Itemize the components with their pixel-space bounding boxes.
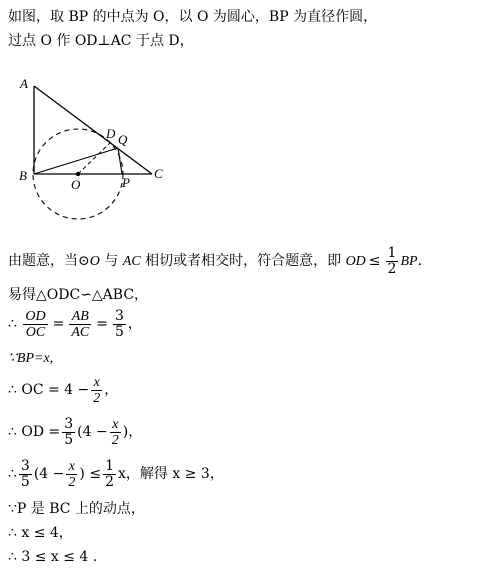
solution-line-10: ∴ 3 ≤ x ≤ 4 . [8, 549, 98, 565]
label-Q: Q [118, 132, 128, 147]
text: ∴ [8, 466, 17, 482]
solution-line-9: ∴ x ≤ 4， [8, 525, 73, 541]
text: AC [122, 254, 141, 269]
text: 由题意，当⊙ [8, 253, 90, 269]
text: ≤ [368, 253, 381, 269]
solution-line-8: ∵P 是 BC 上的动点， [8, 501, 145, 517]
fraction: $\frac{AB}{AC}$ [71, 308, 90, 340]
intro-line-1: 如图，取 BP 的中点为 O，以 O 为圆心，BP 为直径作圆， [8, 9, 378, 25]
text: ∴ OD = [8, 424, 61, 440]
solution-line-5 [8, 372, 118, 408]
label-O: O [71, 177, 81, 192]
text: ∴ OC = 4 − [8, 382, 90, 398]
text: 与 [99, 253, 123, 269]
fraction-half: $\frac{1}{2}$ [387, 244, 397, 277]
solution-line-7 [8, 456, 224, 492]
solution-line-6 [8, 414, 142, 450]
label-C: C [154, 166, 163, 181]
solution-line-3: ∴ $\frac{OD}{OC}$ = $\frac{AB}{AC}$ = $\frac{3}{5}$ ， [8, 307, 142, 340]
text: 相切或者相交时，符合题意，即 [140, 253, 346, 269]
text: ， [127, 316, 142, 332]
text: (4 − [33, 466, 65, 482]
text: ， [104, 382, 119, 398]
fraction: $\frac{1}{2}$ [105, 457, 114, 490]
text: ． [417, 253, 432, 269]
fraction: $\frac{x}{2}$ [111, 416, 119, 448]
text: ∴ [8, 316, 17, 332]
solution-line-2: 易得△ODC∽△ABC， [8, 287, 149, 303]
solution-line-4: ∵BP=x, [8, 351, 54, 366]
fraction: $\frac{x}{2}$ [93, 374, 101, 406]
fraction: $\frac{x}{2}$ [68, 458, 76, 490]
label-A: A [20, 76, 28, 91]
text: OD [345, 254, 366, 269]
fraction: $\frac{3}{5}$ [64, 415, 74, 448]
fraction: $\frac{OD}{OC}$ [25, 308, 46, 340]
label-P: P [122, 175, 130, 190]
text: (4 − [77, 424, 108, 440]
text: ) ≤ [79, 466, 102, 482]
fraction: $\frac{3}{5}$ [114, 307, 124, 340]
geometry-figure [8, 70, 178, 230]
label-B: B [19, 168, 27, 183]
intro-line-2: 过点 O 作 OD⊥AC 于点 D， [8, 33, 194, 49]
solution-line-1 [8, 244, 432, 279]
label-D: D [106, 126, 116, 141]
text: )， [122, 424, 143, 440]
text: x，解得 x ≥ 3， [117, 466, 224, 482]
text: BP [400, 254, 418, 269]
fraction: $\frac{3}{5}$ [20, 457, 30, 490]
text: O [89, 254, 100, 269]
